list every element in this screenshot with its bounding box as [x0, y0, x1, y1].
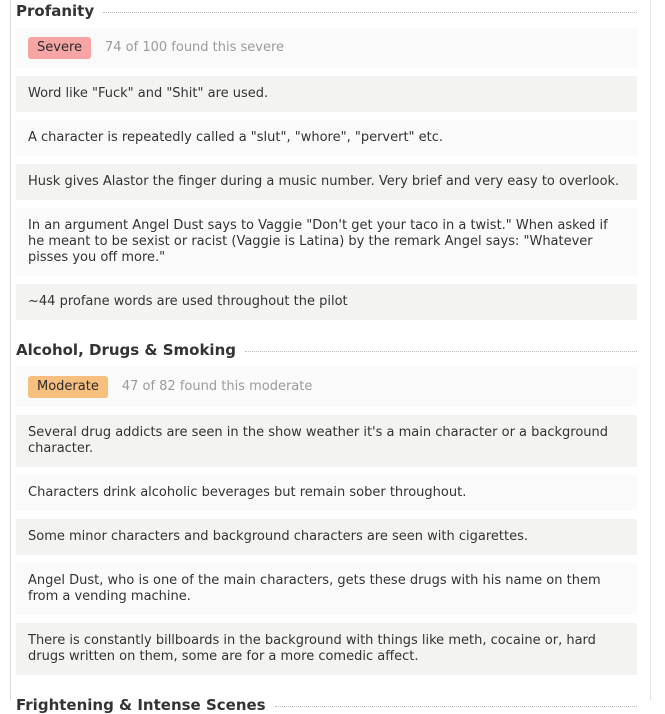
- section-title: Alcohol, Drugs & Smoking: [16, 341, 236, 359]
- advisory-list: [16, 28, 637, 320]
- severity-badge[interactable]: Severe: [28, 37, 91, 59]
- advisory-item: Word like "Fuck" and "Shit" are used.: [16, 76, 637, 112]
- advisory-item: Some minor characters and background characters are seen with cigarettes.: [16, 519, 637, 555]
- severity-badge[interactable]: Moderate: [28, 376, 108, 398]
- section-title: Frightening & Intense Scenes: [16, 696, 266, 714]
- section-heading: [16, 2, 637, 20]
- section-title: Profanity: [16, 2, 95, 20]
- advisory-item: There is constantly billboards in the background with things like meth, cocaine or, hard drugs written on them, some are for a more comedic affect.: [16, 623, 637, 675]
- section-heading: [16, 696, 637, 714]
- advisory-list: [16, 367, 637, 675]
- advisory-item: Several drug addicts are seen in the show weather it's a main character or a background character.: [16, 415, 637, 467]
- section-heading: [16, 341, 637, 359]
- advisory-item: ~44 profane words are used throughout the pilot: [16, 284, 637, 320]
- section-dotted-rule: [245, 351, 637, 352]
- advisory-item: Husk gives Alastor the finger during a music number. Very brief and very easy to overlook.: [16, 164, 637, 200]
- right-border-line: [650, 0, 651, 700]
- advisory-item: In an argument Angel Dust says to Vaggie "Don't get your taco in a twist." When asked if he meant to be sexist or racist (Vaggie is Latina) by the remark Angel says: "Whatever pisses you off more.": [16, 208, 637, 276]
- parents-guide-content: [16, 0, 637, 714]
- section-dotted-rule: [275, 706, 637, 707]
- left-border-line: [10, 0, 11, 700]
- section-profanity: [16, 2, 637, 320]
- severity-vote-text: 47 of 82 found this moderate: [121, 379, 313, 394]
- advisory-item: A character is repeatedly called a "slut", "whore", "pervert" etc.: [16, 120, 637, 156]
- section-next-partial: [16, 696, 637, 714]
- section-alcohol-drugs-smoking: [16, 341, 637, 675]
- severity-vote-text: 74 of 100 found this severe: [105, 40, 285, 55]
- advisory-item: Characters drink alcoholic beverages but remain sober throughout.: [16, 475, 637, 511]
- severity-status-row: [16, 28, 637, 68]
- advisory-item: Angel Dust, who is one of the main characters, gets these drugs with his name on them from a vending machine.: [16, 563, 637, 615]
- severity-status-row: [16, 367, 637, 407]
- section-dotted-rule: [103, 12, 637, 13]
